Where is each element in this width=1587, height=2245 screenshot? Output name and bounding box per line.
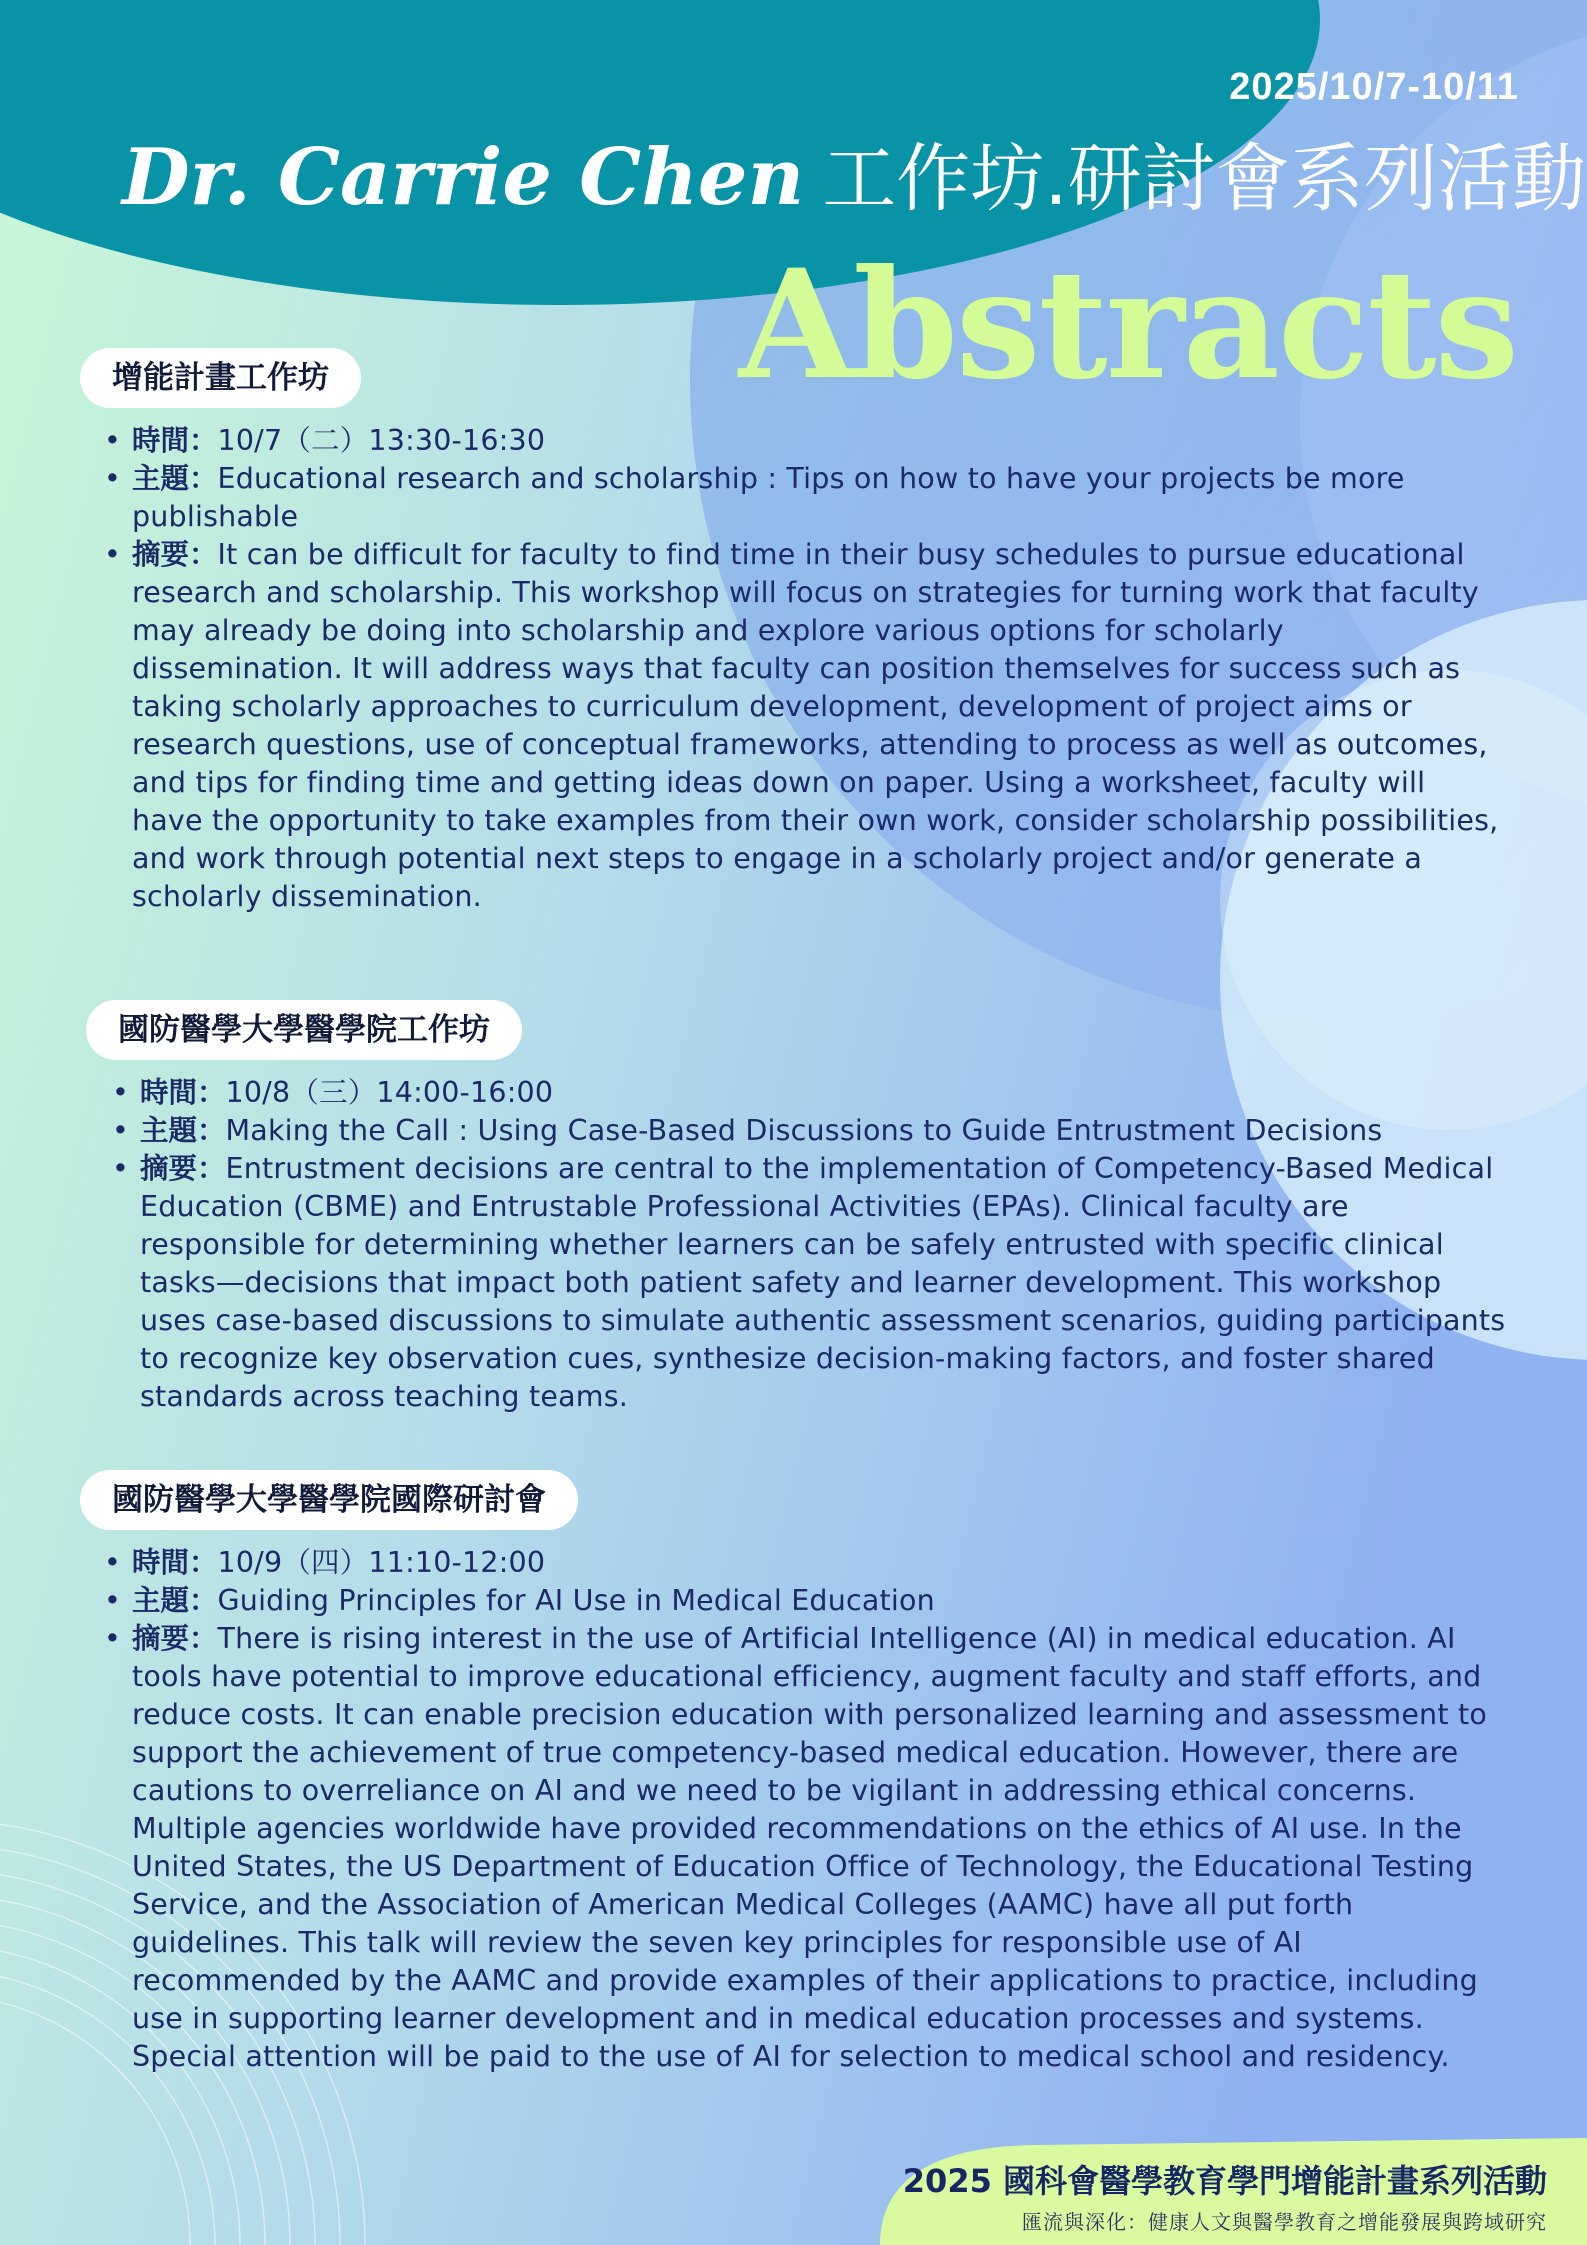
section-2 <box>108 1074 1508 1416</box>
section-heading-2: 國防醫學大學醫學院工作坊 <box>86 1000 522 1060</box>
page-title <box>122 120 1586 226</box>
section-3-summary: • 摘要：There is rising interest in the use of Artificial Intelligence (AI) in medical education. AI tools have potential to improve educational efficiency, augment faculty and staff efforts, and reduce costs. It can enable precision education with personalized learning and assessment to support the achievement of true competency-based medical education. However, there are cautions to overreliance on AI and we need to be vigilant in addressing ethical concerns. Multiple agencies worldwide have provided recommendations on the ethics of AI use. In the United States, the US Department of Education Office of Technology, the Educational Testing Service, and the Association of American Medical Colleges (AAMC) have all put forth guidelines. This talk will review the seven key principles for responsible use of AI recommended by the AAMC and provide examples of their applications to practice, including use in supporting learner development and in medical education processes and systems. Special attention will be paid to the use of AI for selection to medical school and residency. <box>100 1620 1500 2076</box>
section-1 <box>100 422 1500 916</box>
section-2-topic: • 主題：Making the Call : Using Case-Based Discussions to Guide Entrustment Decisions <box>108 1112 1508 1150</box>
event-date: 2025/10/7-10/11 <box>1229 66 1519 108</box>
section-2-time: • 時間：10/8（三）14:00-16:00 <box>108 1074 1508 1112</box>
section-2-summary: • 摘要：Entrustment decisions are central to the implementation of Competency-Based Medical Education (CBME) and Entrustable Professional Activities (EPAs). Clinical faculty are responsible for determining whether learners can be safely entrusted with specific clinical tasks—decisions that impact both patient safety and learner development. This workshop uses case-based discussions to simulate authentic assessment scenarios, guiding participants to recognize key observation cues, synthesize decision-making factors, and foster shared standards across teaching teams. <box>108 1150 1508 1416</box>
section-3-topic: • 主題：Guiding Principles for AI Use in Medical Education <box>100 1582 1500 1620</box>
section-heading-1: 增能計畫工作坊 <box>80 348 361 408</box>
section-1-summary: • 摘要：It can be difficult for faculty to find time in their busy schedules to pursue educational research and scholarship. This workshop will focus on strategies for turning work that faculty may already be doing into scholarship and explore various options for scholarly dissemination. It will address ways that faculty can position themselves for success such as taking scholarly approaches to curriculum development, development of project aims or research questions, use of conceptual frameworks, attending to process as well as outcomes, and tips for finding time and getting ideas down on paper. Using a worksheet, faculty will have the opportunity to take examples from their own work, consider scholarship possibilities, and work through potential next steps to engage in a scholarly project and/or generate a scholarly dissemination. <box>100 536 1500 916</box>
section-3-time: • 時間：10/9（四）11:10-12:00 <box>100 1544 1500 1582</box>
section-1-topic: • 主題：Educational research and scholarship : Tips on how to have your projects be more publishable <box>100 460 1500 536</box>
title-chinese: 工作坊.研討會系列活動 <box>822 136 1586 222</box>
footer-title: 2025 國科會醫學教育學門增能計畫系列活動 <box>902 2162 1547 2200</box>
section-3 <box>100 1544 1500 2076</box>
footer-subtitle: 匯流與深化：健康人文與醫學教育之增能發展與跨域研究 <box>1022 2210 1547 2234</box>
section-heading-3: 國防醫學大學醫學院國際研討會 <box>80 1470 578 1530</box>
footer <box>903 2156 1547 2235</box>
abstracts-heading: Abstracts <box>738 237 1517 413</box>
section-1-time: • 時間：10/7（二）13:30-16:30 <box>100 422 1500 460</box>
speaker-name: Dr. Carrie Chen <box>122 132 805 223</box>
